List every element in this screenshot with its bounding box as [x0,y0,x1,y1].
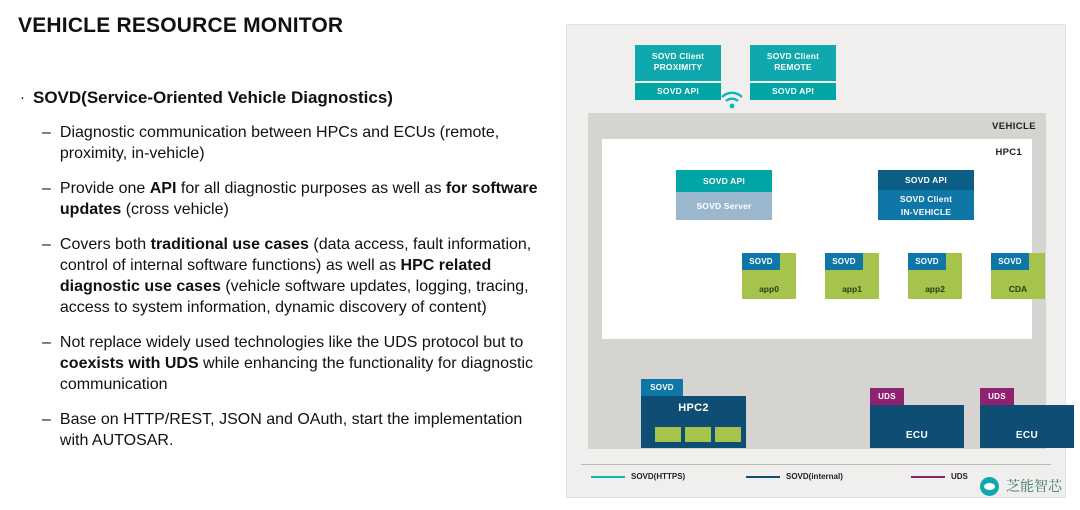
sovd-server-label: SOVD Server [696,201,752,211]
ecu-label: ECU [905,430,929,441]
dash-marker-icon: – [42,180,51,197]
bullet-item [42,178,550,220]
legend-swatch-line [746,476,780,478]
sovd-api-badge: SOVD API [750,81,836,100]
app-node-label: app2 [925,284,945,294]
legend-label: SOVD(internal) [786,472,843,481]
bullet-item-text: Covers both traditional use cases (data access, fault information, control of internal software functions) as well as HPC related diagnostic use cases (vehicle software updates, logging, tracing, access to system information, dynamic discovery of content) [59,236,532,316]
sovd-client-remote-title [750,45,836,73]
sovd-client-proximity-title [635,45,721,73]
wifi-icon [719,89,745,109]
hpc2-chip [655,427,681,442]
hpc2-sovd-tag: SOVD [641,379,683,397]
app-node-app2[interactable] [908,253,962,299]
legend-item-uds [911,472,968,481]
watermark [980,476,1062,496]
bullet-level1 [20,88,550,108]
vehicle-label: VEHICLE [992,121,1036,132]
client-remote-line1: SOVD Client [766,51,820,61]
bullet-item-text: Diagnostic communication between HPCs and ECUs (remote, proximity, in-vehicle) [59,124,500,162]
sovd-server-block[interactable] [676,170,772,220]
dash-marker-icon: – [42,411,51,428]
client-proximity-line1: SOVD Client [651,51,705,61]
app-node-app0[interactable] [742,253,796,299]
sovd-tag: SOVD [991,253,1029,270]
sovd-tag: SOVD [908,253,946,270]
uds-tag: UDS [980,388,1014,405]
legend-divider [581,464,1051,465]
client-remote-line2: REMOTE [774,62,812,72]
ecu-node-1[interactable] [870,405,964,448]
hpc1-label: HPC1 [995,147,1022,158]
legend-label: SOVD(HTTPS) [631,472,686,481]
bullet-item [42,332,550,395]
bullet-item [42,409,550,451]
sovd-api-badge: SOVD API [635,81,721,100]
watermark-text: 芝能智芯 [1006,479,1062,495]
ecu-node-2[interactable] [980,405,1074,448]
dash-marker-icon: – [42,124,51,141]
app-node-app1[interactable] [825,253,879,299]
legend-swatch-line [591,476,625,478]
app-node-label: CDA [1008,284,1028,294]
bullet-marker-icon: · [20,89,25,106]
bullet-item-text: Base on HTTP/REST, JSON and OAuth, start the implementation with AUTOSAR. [59,411,523,449]
app-node-cda[interactable] [991,253,1045,299]
client-proximity-line2: PROXIMITY [653,62,703,72]
legend-item-sovd-https [591,472,685,481]
bullet-item-text: Not replace widely used technologies like the UDS protocol but to coexists with UDS while enhancing the functionality for diagnostic communication [59,334,534,393]
legend-label: UDS [951,472,968,481]
sovd-server-api-badge: SOVD API [676,170,772,192]
client-invehicle-line2: IN-VEHICLE [900,207,952,217]
hpc2-label: HPC2 [678,402,709,414]
sovd-client-proximity[interactable] [635,45,721,100]
sovd-architecture-diagram [566,24,1066,498]
bullet-list [20,88,550,451]
hpc1-container [602,139,1032,339]
bullet-item [42,122,550,164]
page-title: VEHICLE RESOURCE MONITOR [18,14,344,37]
hpc2-chip [685,427,711,442]
client-invehicle-line1: SOVD Client [899,194,953,204]
app-node-label: app0 [759,284,779,294]
watermark-logo-icon [980,477,999,496]
hpc2-node[interactable] [641,396,746,448]
legend-swatch-line [911,476,945,478]
legend-item-sovd-internal [746,472,843,481]
sovd-client-remote[interactable] [750,45,836,100]
sovd-client-in-vehicle[interactable] [878,170,974,220]
app-node-label: app1 [842,284,862,294]
bullet-level1-label: SOVD(Service-Oriented Vehicle Diagnostics) [33,88,393,107]
vehicle-container [588,113,1046,449]
dash-marker-icon: – [42,236,51,253]
uds-tag: UDS [870,388,904,405]
hpc2-chip [715,427,741,442]
sovd-tag: SOVD [825,253,863,270]
sovd-api-badge: SOVD API [878,170,974,190]
bullet-item [42,234,550,318]
ecu-label: ECU [1015,430,1039,441]
sovd-tag: SOVD [742,253,780,270]
bullet-item-text: Provide one API for all diagnostic purposes as well as for software updates (cross vehicle) [59,180,538,218]
sovd-client-in-vehicle-label [878,190,974,220]
dash-marker-icon: – [42,334,51,351]
